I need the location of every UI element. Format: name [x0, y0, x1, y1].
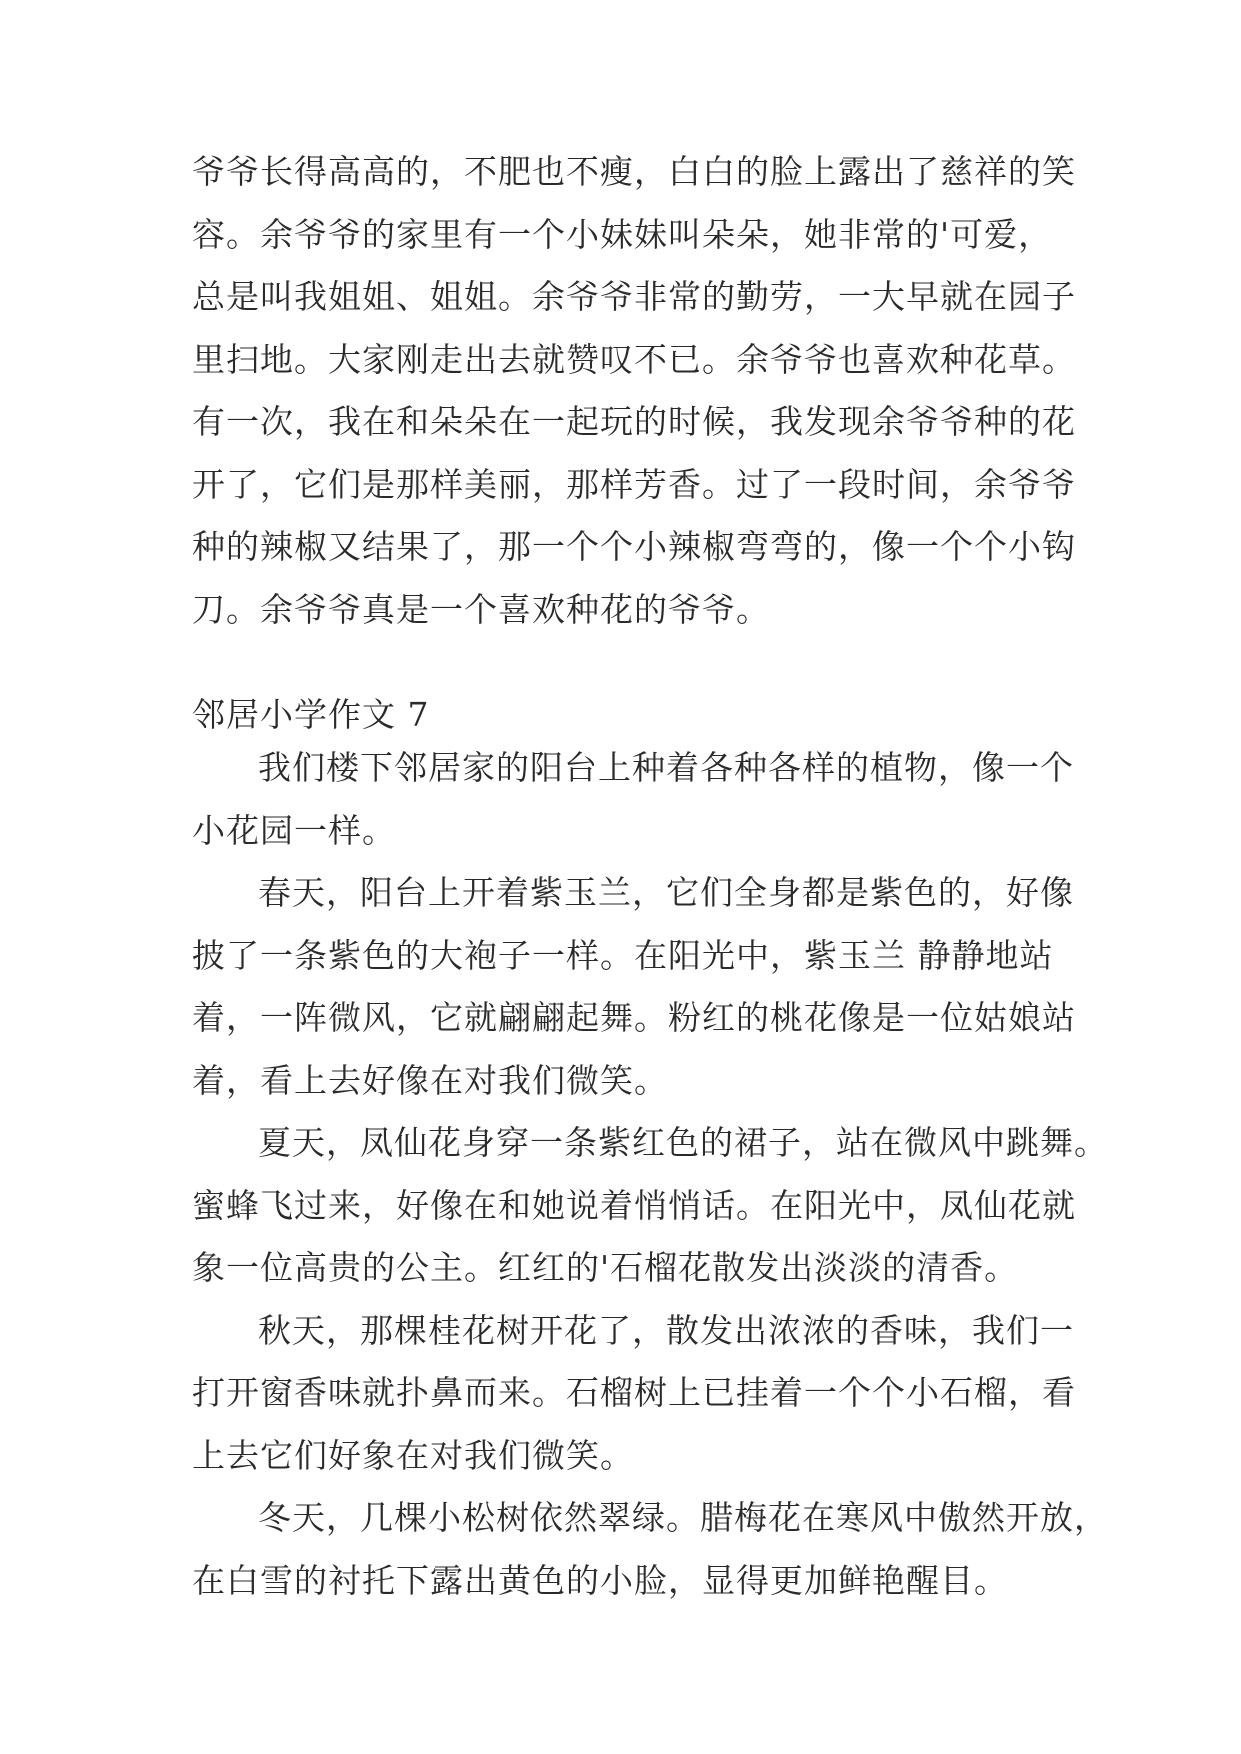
paragraph-first-line: 春天，阳台上开着紫玉兰，它们全身都是紫色的，好像	[258, 873, 1074, 912]
text-line: 披了一条紫色的大袍子一样。在阳光中，紫玉兰 静静地站	[192, 936, 1054, 975]
text-line: 开了，它们是那样美丽，那样芳香。过了一段时间，余爷爷	[192, 465, 1076, 504]
text-line: 里扫地。大家刚走出去就赞叹不已。余爷爷也喜欢种花草。	[192, 340, 1076, 379]
text-line: 着，看上去好像在对我们微笑。	[192, 1061, 668, 1100]
text-line: 蜜蜂飞过来，好像在和她说着悄悄话。在阳光中，凤仙花就	[192, 1186, 1076, 1225]
section-heading: 邻居小学作文 7	[192, 695, 430, 734]
paragraph-first-line: 秋天，那棵桂花树开花了，散发出浓浓的香味，我们一	[258, 1311, 1074, 1350]
text-line: 上去它们好象在对我们微笑。	[192, 1436, 634, 1475]
text-line: 有一次，我在和朵朵在一起玩的时候，我发现余爷爷种的花	[192, 402, 1076, 441]
text-line: 总是叫我姐姐、姐姐。余爷爷非常的勤劳，一大早就在园子	[192, 277, 1076, 316]
text-line: 打开窗香味就扑鼻而来。石榴树上已挂着一个个小石榴，看	[192, 1373, 1076, 1412]
text-line: 小花园一样。	[192, 811, 396, 850]
paragraph-first-line: 冬天，几棵小松树依然翠绿。腊梅花在寒风中傲然开放，	[258, 1498, 1108, 1537]
paragraph-first-line: 夏天，凤仙花身穿一条紫红色的裙子，站在微风中跳舞。	[258, 1123, 1108, 1162]
text-line: 着，一阵微风，它就翩翩起舞。粉红的桃花像是一位姑娘站	[192, 998, 1076, 1037]
paragraph-first-line: 我们楼下邻居家的阳台上种着各种各样的植物，像一个	[258, 748, 1074, 787]
text-line: 刀。余爷爷真是一个喜欢种花的爷爷。	[192, 590, 770, 629]
text-line: 在白雪的衬托下露出黄色的小脸，显得更加鲜艳醒目。	[192, 1561, 1008, 1600]
text-line: 象一位高贵的公主。红红的'石榴花散发出淡淡的清香。	[192, 1248, 1019, 1287]
text-line: 容。余爷爷的家里有一个小妹妹叫朵朵，她非常的'可爱，	[192, 215, 1053, 254]
text-line: 种的辣椒又结果了，那一个个小辣椒弯弯的，像一个个小钩	[192, 527, 1076, 566]
text-line: 爷爷长得高高的，不肥也不瘦，白白的脸上露出了慈祥的笑	[192, 152, 1076, 191]
